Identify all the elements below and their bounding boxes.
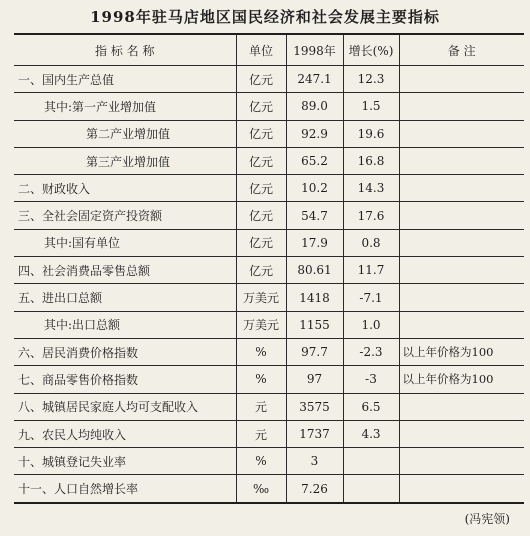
unit-cell: 万美元 bbox=[236, 284, 286, 311]
table-row bbox=[14, 257, 524, 284]
unit-cell: 亿元 bbox=[236, 229, 286, 256]
indicator-cell: 一、国内生产总值 bbox=[14, 66, 236, 93]
growth-cell: 0.8 bbox=[343, 229, 399, 256]
growth-cell: 1.5 bbox=[343, 93, 399, 120]
unit-cell: 亿元 bbox=[236, 202, 286, 229]
unit-cell: 亿元 bbox=[236, 147, 286, 174]
table-header-row bbox=[14, 34, 524, 66]
note-cell bbox=[399, 120, 524, 147]
unit-cell: 亿元 bbox=[236, 120, 286, 147]
value-cell: 1418 bbox=[286, 284, 343, 311]
indicator-cell: 二、财政收入 bbox=[14, 175, 236, 202]
indicator-cell: 七、商品零售价格指数 bbox=[14, 366, 236, 393]
unit-cell: 亿元 bbox=[236, 66, 286, 93]
value-cell: 97 bbox=[286, 366, 343, 393]
table-row bbox=[14, 420, 524, 447]
growth-cell: -3 bbox=[343, 366, 399, 393]
indicator-cell: 十、城镇登记失业率 bbox=[14, 448, 236, 475]
table-row bbox=[14, 66, 524, 93]
indicator-cell: 三、全社会固定资产投资额 bbox=[14, 202, 236, 229]
indicator-cell: 四、社会消费品零售总额 bbox=[14, 257, 236, 284]
indicator-cell: 八、城镇居民家庭人均可支配收入 bbox=[14, 393, 236, 420]
growth-cell: 12.3 bbox=[343, 66, 399, 93]
note-cell bbox=[399, 311, 524, 338]
growth-cell: 19.6 bbox=[343, 120, 399, 147]
value-cell: 1737 bbox=[286, 420, 343, 447]
value-cell: 247.1 bbox=[286, 66, 343, 93]
table-row bbox=[14, 93, 524, 120]
note-cell bbox=[399, 448, 524, 475]
unit-cell: 亿元 bbox=[236, 175, 286, 202]
value-cell: 17.9 bbox=[286, 229, 343, 256]
note-cell bbox=[399, 393, 524, 420]
value-cell: 7.26 bbox=[286, 475, 343, 503]
value-cell: 54.7 bbox=[286, 202, 343, 229]
growth-cell: 6.5 bbox=[343, 393, 399, 420]
author-credit: (冯宪领) bbox=[464, 512, 510, 526]
indicator-cell: 其中:第一产业增加值 bbox=[14, 93, 236, 120]
note-cell bbox=[399, 229, 524, 256]
table-row bbox=[14, 120, 524, 147]
unit-cell: 元 bbox=[236, 420, 286, 447]
indicator-cell: 其中:出口总额 bbox=[14, 311, 236, 338]
note-cell bbox=[399, 66, 524, 93]
note-cell bbox=[399, 475, 524, 503]
growth-cell bbox=[343, 475, 399, 503]
unit-cell: 亿元 bbox=[236, 257, 286, 284]
indicator-cell: 第三产业增加值 bbox=[14, 147, 236, 174]
growth-cell: 11.7 bbox=[343, 257, 399, 284]
table-row bbox=[14, 202, 524, 229]
value-cell: 10.2 bbox=[286, 175, 343, 202]
table-row bbox=[14, 147, 524, 174]
indicator-cell: 第二产业增加值 bbox=[14, 120, 236, 147]
growth-cell: 4.3 bbox=[343, 420, 399, 447]
indicator-cell: 五、进出口总额 bbox=[14, 284, 236, 311]
table-row bbox=[14, 366, 524, 393]
growth-cell: 1.0 bbox=[343, 311, 399, 338]
indicators-table bbox=[14, 33, 524, 504]
table-title: 1998年驻马店地区国民经济和社会发展主要指标 bbox=[90, 8, 440, 26]
header-year: 1998年 bbox=[286, 34, 343, 66]
note-cell bbox=[399, 147, 524, 174]
note-cell bbox=[399, 257, 524, 284]
unit-cell: % bbox=[236, 448, 286, 475]
table-row bbox=[14, 284, 524, 311]
value-cell: 92.9 bbox=[286, 120, 343, 147]
header-growth: 增长(%) bbox=[343, 34, 399, 66]
value-cell: 3575 bbox=[286, 393, 343, 420]
indicator-cell: 十一、人口自然增长率 bbox=[14, 475, 236, 503]
growth-cell: 17.6 bbox=[343, 202, 399, 229]
header-unit: 单位 bbox=[236, 34, 286, 66]
unit-cell: 元 bbox=[236, 393, 286, 420]
growth-cell bbox=[343, 448, 399, 475]
table-row bbox=[14, 175, 524, 202]
value-cell: 80.61 bbox=[286, 257, 343, 284]
unit-cell: % bbox=[236, 366, 286, 393]
note-cell bbox=[399, 284, 524, 311]
indicator-cell: 六、居民消费价格指数 bbox=[14, 338, 236, 365]
table-row bbox=[14, 475, 524, 503]
value-cell: 3 bbox=[286, 448, 343, 475]
table-row bbox=[14, 393, 524, 420]
indicator-cell: 九、农民人均纯收入 bbox=[14, 420, 236, 447]
note-cell bbox=[399, 93, 524, 120]
unit-cell: 亿元 bbox=[236, 93, 286, 120]
header-indicator: 指 标 名 称 bbox=[14, 34, 236, 66]
indicator-cell: 其中:国有单位 bbox=[14, 229, 236, 256]
table-body bbox=[14, 66, 524, 503]
value-cell: 97.7 bbox=[286, 338, 343, 365]
note-cell bbox=[399, 175, 524, 202]
header-note: 备 注 bbox=[399, 34, 524, 66]
value-cell: 65.2 bbox=[286, 147, 343, 174]
table-row bbox=[14, 311, 524, 338]
note-cell: 以上年价格为100 bbox=[399, 366, 524, 393]
table-row bbox=[14, 229, 524, 256]
unit-cell: ‰ bbox=[236, 475, 286, 503]
growth-cell: -7.1 bbox=[343, 284, 399, 311]
growth-cell: 16.8 bbox=[343, 147, 399, 174]
table-row bbox=[14, 448, 524, 475]
table-row bbox=[14, 338, 524, 365]
value-cell: 89.0 bbox=[286, 93, 343, 120]
unit-cell: % bbox=[236, 338, 286, 365]
value-cell: 1155 bbox=[286, 311, 343, 338]
note-cell: 以上年价格为100 bbox=[399, 338, 524, 365]
unit-cell: 万美元 bbox=[236, 311, 286, 338]
note-cell bbox=[399, 420, 524, 447]
growth-cell: 14.3 bbox=[343, 175, 399, 202]
note-cell bbox=[399, 202, 524, 229]
growth-cell: -2.3 bbox=[343, 338, 399, 365]
